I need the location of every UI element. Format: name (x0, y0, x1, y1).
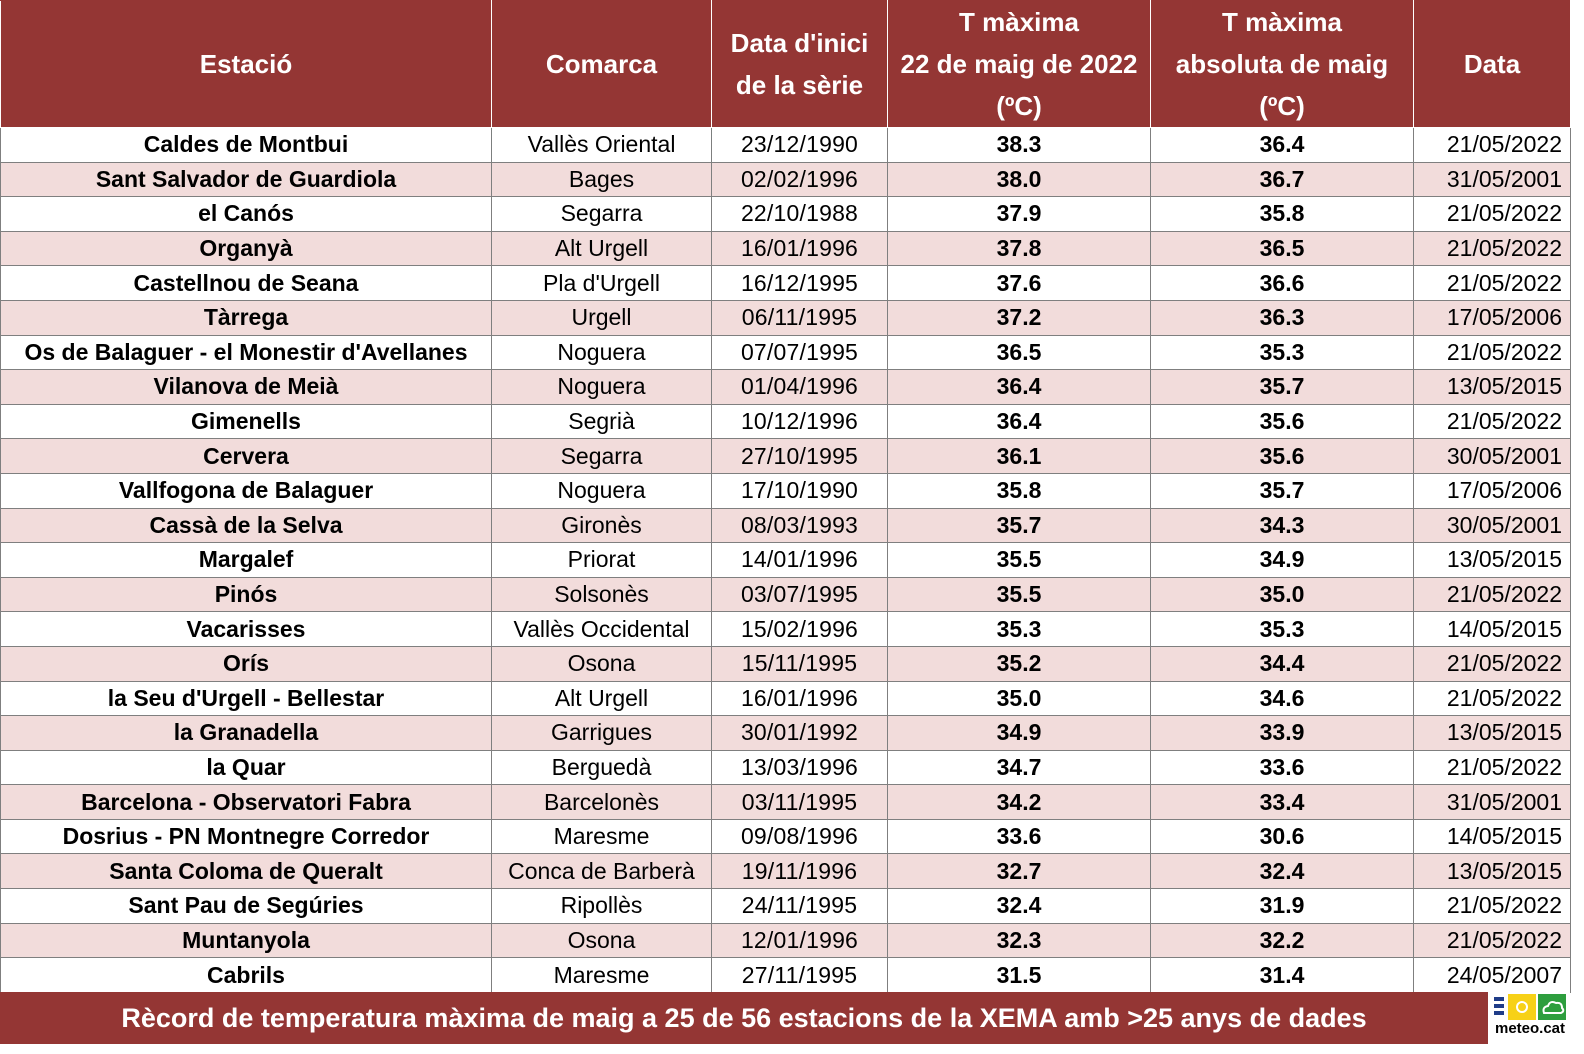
cell-tmax-absolute: 30.6 (1151, 819, 1414, 854)
cell-station: Cassà de la Selva (1, 508, 492, 543)
cell-station: Os de Balaguer - el Monestir d'Avellanes (1, 335, 492, 370)
cell-comarca: Osona (492, 646, 712, 681)
cell-series-start: 16/01/1996 (712, 231, 888, 266)
cell-tmax-absolute: 31.4 (1151, 958, 1414, 993)
cell-tmax-2022: 35.8 (888, 473, 1151, 508)
cell-tmax-absolute: 35.3 (1151, 612, 1414, 647)
table-row (1, 923, 1571, 958)
cell-comarca: Gironès (492, 508, 712, 543)
table-row (1, 370, 1571, 405)
cell-series-start: 02/02/1996 (712, 162, 888, 197)
cell-tmax-absolute: 36.3 (1151, 300, 1414, 335)
table-row (1, 231, 1571, 266)
cell-comarca: Alt Urgell (492, 231, 712, 266)
cell-tmax-absolute: 35.6 (1151, 439, 1414, 474)
table-row (1, 543, 1571, 578)
cell-tmax-2022: 32.7 (888, 854, 1151, 889)
table-row (1, 681, 1571, 716)
cell-series-start: 22/10/1988 (712, 197, 888, 232)
cell-comarca: Priorat (492, 543, 712, 578)
cell-station: Organyà (1, 231, 492, 266)
header-date: Data (1414, 1, 1571, 128)
cell-station: Muntanyola (1, 923, 492, 958)
table-row (1, 162, 1571, 197)
cell-series-start: 12/01/1996 (712, 923, 888, 958)
cell-series-start: 10/12/1996 (712, 404, 888, 439)
cell-tmax-2022: 35.0 (888, 681, 1151, 716)
cell-station: Pinós (1, 577, 492, 612)
cell-tmax-absolute: 33.4 (1151, 785, 1414, 820)
cell-series-start: 24/11/1995 (712, 889, 888, 924)
table-row (1, 612, 1571, 647)
cell-tmax-2022: 38.0 (888, 162, 1151, 197)
cell-station: la Seu d'Urgell - Bellestar (1, 681, 492, 716)
header-comarca: Comarca (492, 1, 712, 128)
cell-tmax-absolute: 32.4 (1151, 854, 1414, 889)
cell-series-start: 09/08/1996 (712, 819, 888, 854)
cell-tmax-absolute: 36.6 (1151, 266, 1414, 301)
cell-series-start: 17/10/1990 (712, 473, 888, 508)
cell-comarca: Ripollès (492, 889, 712, 924)
cell-comarca: Segrià (492, 404, 712, 439)
cell-tmax-absolute: 36.7 (1151, 162, 1414, 197)
table-row (1, 473, 1571, 508)
header-tmax-2022: T màxima 22 de maig de 2022 (ºC) (888, 1, 1151, 128)
cell-date: 21/05/2022 (1414, 577, 1571, 612)
cell-series-start: 15/02/1996 (712, 612, 888, 647)
cell-tmax-absolute: 36.5 (1151, 231, 1414, 266)
cell-station: Dosrius - PN Montnegre Corredor (1, 819, 492, 854)
logo-text: meteo.cat (1494, 1020, 1566, 1037)
cell-series-start: 27/11/1995 (712, 958, 888, 993)
cell-station: Orís (1, 646, 492, 681)
cell-date: 21/05/2022 (1414, 404, 1571, 439)
cell-station: el Canós (1, 197, 492, 232)
cell-date: 17/05/2006 (1414, 300, 1571, 335)
cell-series-start: 03/07/1995 (712, 577, 888, 612)
cell-date: 21/05/2022 (1414, 681, 1571, 716)
cell-tmax-2022: 35.5 (888, 543, 1151, 578)
cell-comarca: Noguera (492, 335, 712, 370)
cell-tmax-absolute: 34.4 (1151, 646, 1414, 681)
cell-tmax-2022: 36.4 (888, 404, 1151, 439)
cell-tmax-2022: 36.4 (888, 370, 1151, 405)
header-series-start: Data d'inici de la sèrie (712, 1, 888, 128)
cell-tmax-absolute: 35.3 (1151, 335, 1414, 370)
cell-tmax-2022: 34.9 (888, 716, 1151, 751)
cell-series-start: 15/11/1995 (712, 646, 888, 681)
cell-comarca: Vallès Occidental (492, 612, 712, 647)
flag-icon (1494, 997, 1504, 1015)
table-caption: Rècord de temperatura màxima de maig a 25 de 56 estacions de la XEMA amb >25 anys de dades (0, 992, 1488, 1044)
cell-station: Margalef (1, 543, 492, 578)
cell-tmax-absolute: 33.9 (1151, 716, 1414, 751)
cell-date: 21/05/2022 (1414, 128, 1571, 163)
cell-series-start: 30/01/1992 (712, 716, 888, 751)
cell-station: Santa Coloma de Queralt (1, 854, 492, 889)
cell-date: 13/05/2015 (1414, 716, 1571, 751)
table-row (1, 958, 1571, 993)
cell-series-start: 06/11/1995 (712, 300, 888, 335)
cell-comarca: Solsonès (492, 577, 712, 612)
cell-station: la Granadella (1, 716, 492, 751)
table-body (1, 128, 1571, 993)
cell-tmax-absolute: 35.8 (1151, 197, 1414, 232)
cell-tmax-2022: 37.9 (888, 197, 1151, 232)
cell-series-start: 07/07/1995 (712, 335, 888, 370)
cell-series-start: 27/10/1995 (712, 439, 888, 474)
cell-date: 21/05/2022 (1414, 266, 1571, 301)
cell-tmax-absolute: 36.4 (1151, 128, 1414, 163)
cell-comarca: Maresme (492, 819, 712, 854)
table-row (1, 128, 1571, 163)
table-header (1, 1, 1571, 128)
cell-tmax-absolute: 35.7 (1151, 473, 1414, 508)
cell-tmax-absolute: 31.9 (1151, 889, 1414, 924)
cell-date: 21/05/2022 (1414, 750, 1571, 785)
cell-tmax-2022: 36.5 (888, 335, 1151, 370)
cell-date: 24/05/2007 (1414, 958, 1571, 993)
cell-comarca: Conca de Barberà (492, 854, 712, 889)
cell-date: 13/05/2015 (1414, 854, 1571, 889)
cell-date: 30/05/2001 (1414, 439, 1571, 474)
cell-series-start: 16/12/1995 (712, 266, 888, 301)
cell-tmax-2022: 37.8 (888, 231, 1151, 266)
table-row (1, 197, 1571, 232)
cell-tmax-absolute: 32.2 (1151, 923, 1414, 958)
cell-tmax-2022: 38.3 (888, 128, 1151, 163)
cell-comarca: Maresme (492, 958, 712, 993)
cell-date: 13/05/2015 (1414, 543, 1571, 578)
cell-date: 21/05/2022 (1414, 335, 1571, 370)
table-row (1, 335, 1571, 370)
cell-date: 31/05/2001 (1414, 785, 1571, 820)
table-row (1, 439, 1571, 474)
cell-comarca: Segarra (492, 439, 712, 474)
cell-station: Vacarisses (1, 612, 492, 647)
cell-tmax-2022: 35.7 (888, 508, 1151, 543)
cell-series-start: 16/01/1996 (712, 681, 888, 716)
cell-comarca: Noguera (492, 370, 712, 405)
table-row (1, 404, 1571, 439)
table-row (1, 577, 1571, 612)
cell-date: 31/05/2001 (1414, 162, 1571, 197)
cell-comarca: Barcelonès (492, 785, 712, 820)
table-row (1, 819, 1571, 854)
table-row (1, 266, 1571, 301)
cell-station: Sant Pau de Segúries (1, 889, 492, 924)
cell-series-start: 19/11/1996 (712, 854, 888, 889)
cell-date: 21/05/2022 (1414, 197, 1571, 232)
table-row (1, 854, 1571, 889)
table-row (1, 750, 1571, 785)
cell-series-start: 08/03/1993 (712, 508, 888, 543)
cell-comarca: Garrigues (492, 716, 712, 751)
cell-tmax-2022: 34.2 (888, 785, 1151, 820)
cell-tmax-2022: 35.5 (888, 577, 1151, 612)
cell-series-start: 13/03/1996 (712, 750, 888, 785)
header-tmax-absolute: T màxima absoluta de maig (ºC) (1151, 1, 1414, 128)
table-row (1, 508, 1571, 543)
cell-series-start: 23/12/1990 (712, 128, 888, 163)
cell-station: Vallfogona de Balaguer (1, 473, 492, 508)
meteocat-logo (1488, 992, 1570, 1044)
cell-tmax-2022: 31.5 (888, 958, 1151, 993)
cell-tmax-2022: 36.1 (888, 439, 1151, 474)
cell-station: Cervera (1, 439, 492, 474)
cell-tmax-2022: 37.2 (888, 300, 1151, 335)
cell-tmax-2022: 32.3 (888, 923, 1151, 958)
cell-station: la Quar (1, 750, 492, 785)
cell-date: 14/05/2015 (1414, 612, 1571, 647)
cell-date: 21/05/2022 (1414, 646, 1571, 681)
cell-date: 13/05/2015 (1414, 370, 1571, 405)
logo-icons (1492, 994, 1568, 1020)
cell-tmax-absolute: 35.6 (1151, 404, 1414, 439)
cell-comarca: Berguedà (492, 750, 712, 785)
cell-comarca: Alt Urgell (492, 681, 712, 716)
cell-series-start: 03/11/1995 (712, 785, 888, 820)
cell-station: Barcelona - Observatori Fabra (1, 785, 492, 820)
cloud-icon (1538, 994, 1566, 1020)
cell-comarca: Osona (492, 923, 712, 958)
table-row (1, 785, 1571, 820)
cell-date: 14/05/2015 (1414, 819, 1571, 854)
cell-comarca: Urgell (492, 300, 712, 335)
cell-date: 21/05/2022 (1414, 231, 1571, 266)
cell-tmax-2022: 35.3 (888, 612, 1151, 647)
table-row (1, 300, 1571, 335)
cell-date: 21/05/2022 (1414, 923, 1571, 958)
cell-tmax-absolute: 34.6 (1151, 681, 1414, 716)
cell-series-start: 14/01/1996 (712, 543, 888, 578)
cell-tmax-absolute: 34.3 (1151, 508, 1414, 543)
table-row (1, 716, 1571, 751)
cell-tmax-2022: 35.2 (888, 646, 1151, 681)
cell-comarca: Bages (492, 162, 712, 197)
cell-tmax-absolute: 33.6 (1151, 750, 1414, 785)
cell-station: Castellnou de Seana (1, 266, 492, 301)
cell-tmax-2022: 34.7 (888, 750, 1151, 785)
cell-station: Gimenells (1, 404, 492, 439)
cell-tmax-2022: 32.4 (888, 889, 1151, 924)
cell-tmax-2022: 37.6 (888, 266, 1151, 301)
cell-station: Vilanova de Meià (1, 370, 492, 405)
cell-series-start: 01/04/1996 (712, 370, 888, 405)
cell-tmax-absolute: 35.7 (1151, 370, 1414, 405)
cell-station: Tàrrega (1, 300, 492, 335)
cell-comarca: Pla d'Urgell (492, 266, 712, 301)
cell-tmax-2022: 33.6 (888, 819, 1151, 854)
cell-tmax-absolute: 34.9 (1151, 543, 1414, 578)
cell-station: Cabrils (1, 958, 492, 993)
table-row (1, 646, 1571, 681)
header-station: Estació (1, 1, 492, 128)
cell-station: Sant Salvador de Guardiola (1, 162, 492, 197)
cell-date: 17/05/2006 (1414, 473, 1571, 508)
cell-tmax-absolute: 35.0 (1151, 577, 1414, 612)
cell-station: Caldes de Montbui (1, 128, 492, 163)
header-row (1, 1, 1571, 128)
cell-date: 30/05/2001 (1414, 508, 1571, 543)
sun-icon (1508, 994, 1536, 1020)
cell-comarca: Vallès Oriental (492, 128, 712, 163)
cell-comarca: Noguera (492, 473, 712, 508)
cell-date: 21/05/2022 (1414, 889, 1571, 924)
cell-comarca: Segarra (492, 197, 712, 232)
table-row (1, 889, 1571, 924)
